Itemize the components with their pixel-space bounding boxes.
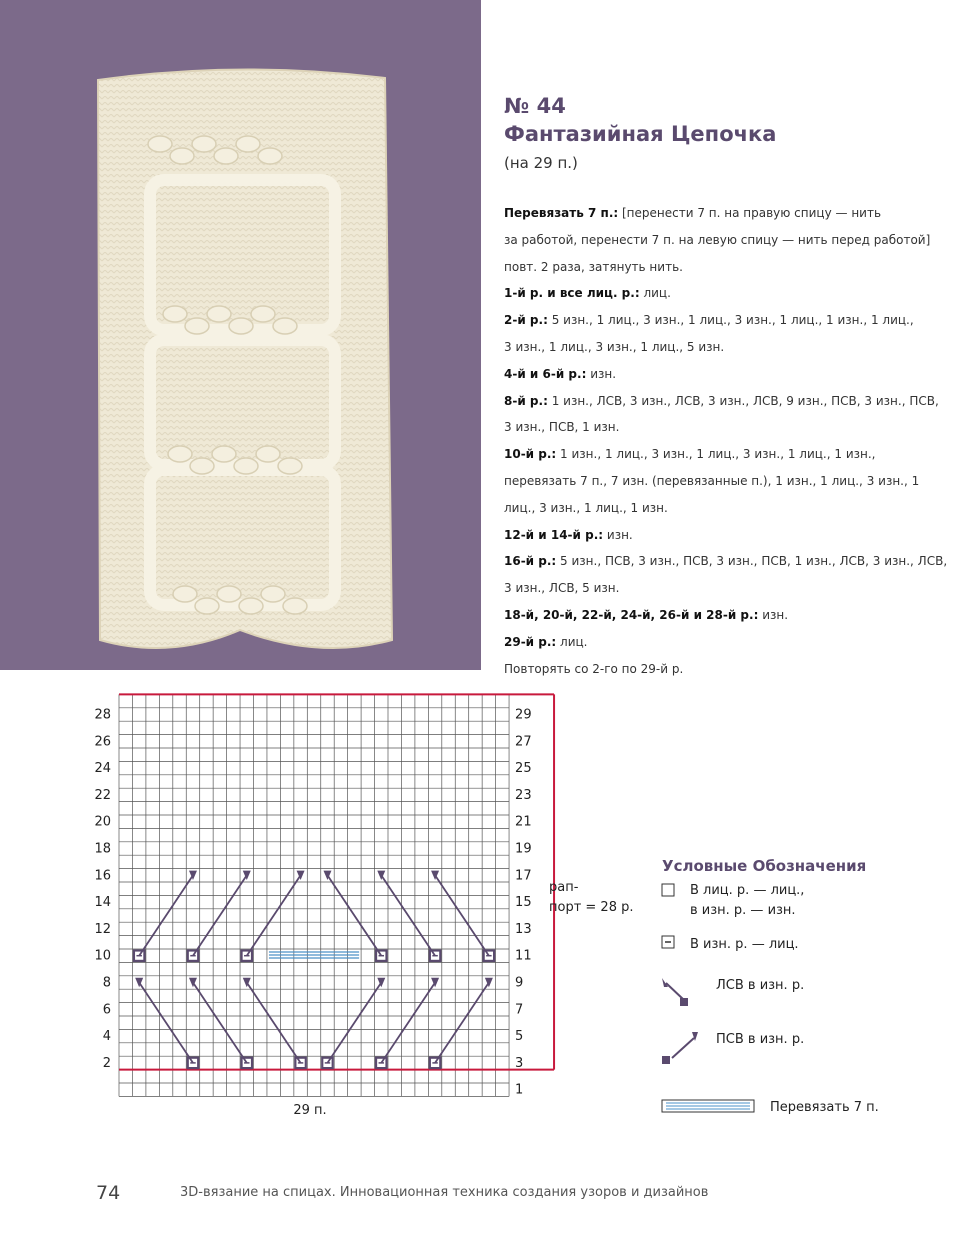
instruction-row-label: Перевязать 7 п.:	[504, 206, 619, 220]
instruction-text: Повторять со 2-го по 29-й р.	[504, 661, 684, 676]
row-label-right: 9	[515, 975, 524, 991]
instruction-row-label: 16-й р.:	[504, 554, 557, 569]
instruction-text: [перенести 7 п. на правую спицу — нить	[618, 206, 882, 220]
instruction-line	[504, 280, 924, 307]
row-label-right: 21	[515, 814, 532, 830]
cross-line	[193, 983, 247, 1063]
instruction-text: 3 изн., 1 лиц., 3 изн., 1 лиц., 5 изн.	[504, 339, 725, 354]
instruction-line	[504, 307, 924, 334]
row-label-right: 13	[515, 921, 532, 937]
instructions-block	[504, 200, 948, 682]
knitting-chart	[0, 690, 650, 1130]
instruction-row-label: 1-й р. и все лиц. р.:	[504, 286, 640, 301]
cross-line	[435, 983, 489, 1063]
instruction-text: 1 изн., 1 лиц., 3 изн., 1 лиц., 3 изн., 1 лиц., 1 изн.,	[556, 447, 876, 462]
row-label-right: 17	[515, 868, 532, 884]
cross-line	[327, 983, 381, 1063]
row-label-left: 28	[94, 707, 111, 723]
instruction-line	[504, 334, 924, 361]
row-label-left: 24	[94, 761, 111, 777]
instruction-line	[504, 522, 924, 549]
cross-line	[381, 875, 435, 955]
instruction-text: лиц.	[639, 286, 671, 301]
legend-right-cross: ПСВ в изн. р.	[716, 1032, 805, 1047]
instruction-text: изн.	[758, 607, 789, 622]
instruction-row-label: 18-й, 20-й, 22-й, 24-й, 26-й и 28-й р.:	[504, 607, 759, 622]
instruction-row-label: 10-й р.:	[504, 447, 557, 462]
row-label-left: 8	[102, 975, 111, 991]
pattern-stitch-count: (на 29 п.)	[504, 154, 578, 172]
row-label-left: 4	[102, 1029, 111, 1045]
row-label-left: 22	[94, 787, 111, 803]
row-label-left: 26	[94, 734, 111, 750]
pattern-number: № 44	[504, 94, 566, 118]
instruction-line	[504, 629, 924, 656]
cross-line	[247, 875, 301, 955]
instruction-row-label: 4-й и 6-й р.:	[504, 366, 587, 381]
instruction-line	[504, 575, 924, 602]
cross-line	[139, 983, 193, 1063]
instruction-text: 1 изн., ЛСВ, 3 изн., ЛСВ, 3 изн., ЛСВ, 9 изн., ПСВ, 3 изн., ПСВ,	[547, 393, 939, 408]
row-label-right: 23	[515, 787, 532, 803]
instruction-text: 3 изн., ПСВ, 1 изн.	[504, 420, 620, 435]
legend-title: Условные Обозначения	[662, 857, 867, 875]
legend-knit-line2: в изн. р. — изн.	[690, 903, 796, 918]
instruction-line	[504, 548, 948, 575]
row-label-right: 11	[515, 948, 532, 964]
instruction-line	[504, 441, 924, 468]
row-label-left: 20	[94, 814, 111, 830]
repeat-label-line1: рап-	[549, 880, 579, 895]
left-cross-icon	[662, 978, 688, 1006]
instruction-row-label: 2-й р.:	[504, 313, 548, 328]
row-label-left: 16	[94, 868, 111, 884]
row-label-right: 15	[515, 895, 532, 911]
cross-line	[247, 983, 301, 1063]
swatch-illustration	[0, 0, 481, 670]
instruction-line	[504, 656, 924, 683]
instruction-text: 5 изн., ПСВ, 3 изн., ПСВ, 3 изн., ПСВ, 1 изн., ЛСВ, 3 изн., ЛСВ,	[556, 554, 948, 569]
cross-line	[435, 875, 489, 955]
cross-line	[381, 983, 435, 1063]
instruction-line	[504, 361, 924, 388]
instruction-line	[504, 388, 939, 415]
page-number: 74	[96, 1182, 121, 1204]
instruction-line	[504, 602, 924, 629]
cluster-7-icon	[662, 1100, 754, 1112]
instruction-line	[504, 495, 924, 522]
instruction-text: повт. 2 раза, затянуть нить.	[504, 259, 683, 274]
instruction-text: лиц.	[556, 634, 588, 649]
instruction-line	[504, 200, 924, 227]
row-label-left: 6	[102, 1002, 111, 1018]
row-label-left: 14	[94, 895, 111, 911]
instruction-line	[504, 414, 924, 441]
row-label-left: 2	[102, 1055, 111, 1071]
repeat-label-line2: порт = 28 р.	[549, 900, 634, 915]
row-label-left: 10	[94, 948, 111, 964]
row-label-right: 7	[515, 1002, 524, 1018]
instruction-row-label: 12-й и 14-й р.:	[504, 527, 604, 542]
knit-symbol-icon	[662, 884, 674, 896]
instruction-row-label: 29-й р.:	[504, 634, 557, 649]
instruction-text: изн.	[586, 366, 617, 381]
legend-knit-line1: В лиц. р. — лиц.,	[690, 883, 805, 898]
instruction-text: 5 изн., 1 лиц., 3 изн., 1 лиц., 3 изн., 1 лиц., 1 изн., 1 лиц.,	[547, 313, 914, 328]
right-cross-icon	[662, 1032, 698, 1064]
row-label-left: 18	[94, 841, 111, 857]
cross-line	[139, 875, 193, 955]
legend-cluster: Перевязать 7 п.	[770, 1100, 879, 1115]
cross-line	[193, 875, 247, 955]
legend-left-cross: ЛСВ в изн. р.	[716, 978, 805, 993]
row-label-right: 19	[515, 841, 532, 857]
row-label-right: 5	[515, 1029, 524, 1045]
instruction-text: изн.	[603, 527, 633, 542]
row-label-right: 27	[515, 734, 532, 750]
row-label-left: 12	[94, 921, 111, 937]
instruction-line	[504, 254, 924, 281]
cross-line	[327, 875, 381, 955]
instruction-line	[504, 227, 931, 254]
pattern-title: Фантазийная Цепочка	[504, 122, 777, 146]
instruction-row-label: 8-й р.:	[504, 393, 548, 408]
instruction-text: лиц., 3 изн., 1 лиц., 1 изн.	[504, 500, 668, 515]
row-label-right: 25	[515, 761, 532, 777]
chart-stitch-count-label: 29 п.	[293, 1103, 327, 1118]
book-title: 3D-вязание на спицах. Инновационная техника создания узоров и дизайнов	[180, 1185, 709, 1200]
row-label-right: 1	[515, 1082, 524, 1098]
instruction-text: за работой, перенести 7 п. на левую спицу — нить перед работой]	[504, 232, 931, 247]
row-label-right: 29	[515, 707, 532, 723]
legend-purl: В изн. р. — лиц.	[690, 937, 799, 952]
row-label-right: 3	[515, 1055, 524, 1071]
instruction-text: перевязать 7 п., 7 изн. (перевязанные п.), 1 изн., 1 лиц., 3 изн., 1	[504, 473, 920, 488]
instruction-line	[504, 468, 924, 495]
instruction-text: 3 изн., ЛСВ, 5 изн.	[504, 581, 620, 596]
swatch-photo	[0, 0, 481, 670]
